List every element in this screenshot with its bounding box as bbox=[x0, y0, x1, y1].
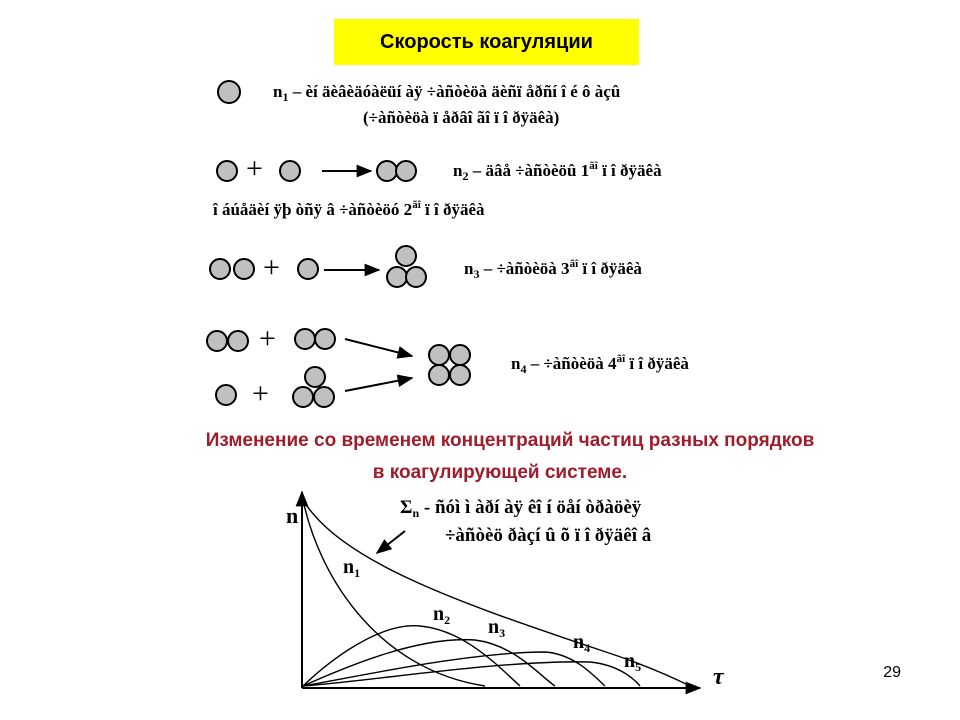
particle-r4-b1 bbox=[295, 329, 315, 349]
particle-r4-d3 bbox=[314, 387, 334, 407]
arrow-row4-bottom bbox=[345, 378, 412, 391]
curve-label-n2: $n_2$ bbox=[433, 603, 451, 627]
sigma-label: $\Sigma_n$ - ñóì ì àðí àÿ êî í öåí òðàöèÿ bbox=[400, 497, 642, 520]
page-title: Скорость коагуляции bbox=[380, 30, 593, 53]
arrow-sigma bbox=[377, 531, 405, 553]
particle-r2-c2 bbox=[396, 161, 416, 181]
curve-label-n3: $n_3$ bbox=[488, 616, 506, 640]
particle-r4-e3 bbox=[429, 365, 449, 385]
plus-sign: + bbox=[246, 152, 263, 185]
curve-label-n1: $n_1$ bbox=[343, 556, 361, 580]
sigma-label-line2: ÷àñòèö ðàçí û õ ï î ðÿäêî â bbox=[445, 525, 652, 546]
particle-r4-e1 bbox=[429, 345, 449, 365]
row4-label: $n_4$ – ÷àñòèöà $4^{ãî}$ ï î ðÿäêà bbox=[511, 353, 689, 376]
particle-r4-d2 bbox=[293, 387, 313, 407]
arrow-row4-top bbox=[345, 339, 412, 356]
particle-r3-c1 bbox=[396, 246, 416, 266]
particle-r4-b2 bbox=[315, 329, 335, 349]
caption-line2: в коагулирующей системе. bbox=[372, 462, 628, 483]
row3-label: $n_3$ – ÷àñòèöà $3^{ãî}$ ï î ðÿäêà bbox=[464, 258, 642, 281]
plus-sign: + bbox=[259, 322, 276, 355]
particle-r3-a1 bbox=[210, 259, 230, 279]
row1-label: $n_1$ – èí äèâèäóàëüí àÿ ÷àñòèöà äèñï åðñí î é ô àçû bbox=[273, 82, 621, 104]
particle-r3-c3 bbox=[406, 267, 426, 287]
particle-r3-a2 bbox=[234, 259, 254, 279]
caption-line1: Изменение со временем концентраций частиц разных порядков bbox=[205, 430, 815, 451]
y-axis-label: n bbox=[286, 503, 299, 528]
plus-sign: + bbox=[252, 377, 269, 410]
particle-r3-b bbox=[298, 259, 318, 279]
row2-label: $n_2$ – äâå ÷àñòèöû $1^{ãî}$ ï î ðÿäêà bbox=[453, 160, 662, 183]
curve-label-n5: $n_5$ bbox=[624, 650, 642, 674]
particle-r2-a bbox=[217, 161, 237, 181]
particle-r2-b bbox=[280, 161, 300, 181]
particle-r4-e4 bbox=[450, 365, 470, 385]
particle-r3-c2 bbox=[387, 267, 407, 287]
row1-label-line2: (÷àñòèöà ï åðâî ãî ï î ðÿäêà) bbox=[363, 108, 560, 127]
particle-r4-d1 bbox=[305, 367, 325, 387]
particle-r2-c1 bbox=[377, 161, 397, 181]
particle-r4-a2 bbox=[228, 331, 248, 351]
plus-sign: + bbox=[263, 251, 280, 284]
particle-r4-c bbox=[216, 385, 236, 405]
particle-r4-a1 bbox=[207, 331, 227, 351]
row2-label-line2: î áúåäèí ÿþ òñÿ â ÷àñòèöó $2^{ãî}$ ï î ðÿäêà bbox=[213, 199, 485, 219]
x-axis-label: τ bbox=[713, 664, 724, 690]
particle-r4-e2 bbox=[450, 345, 470, 365]
particle-row1 bbox=[218, 81, 240, 103]
page-number: 29 bbox=[883, 664, 901, 681]
curve-label-n4: $n_4$ bbox=[573, 631, 591, 655]
